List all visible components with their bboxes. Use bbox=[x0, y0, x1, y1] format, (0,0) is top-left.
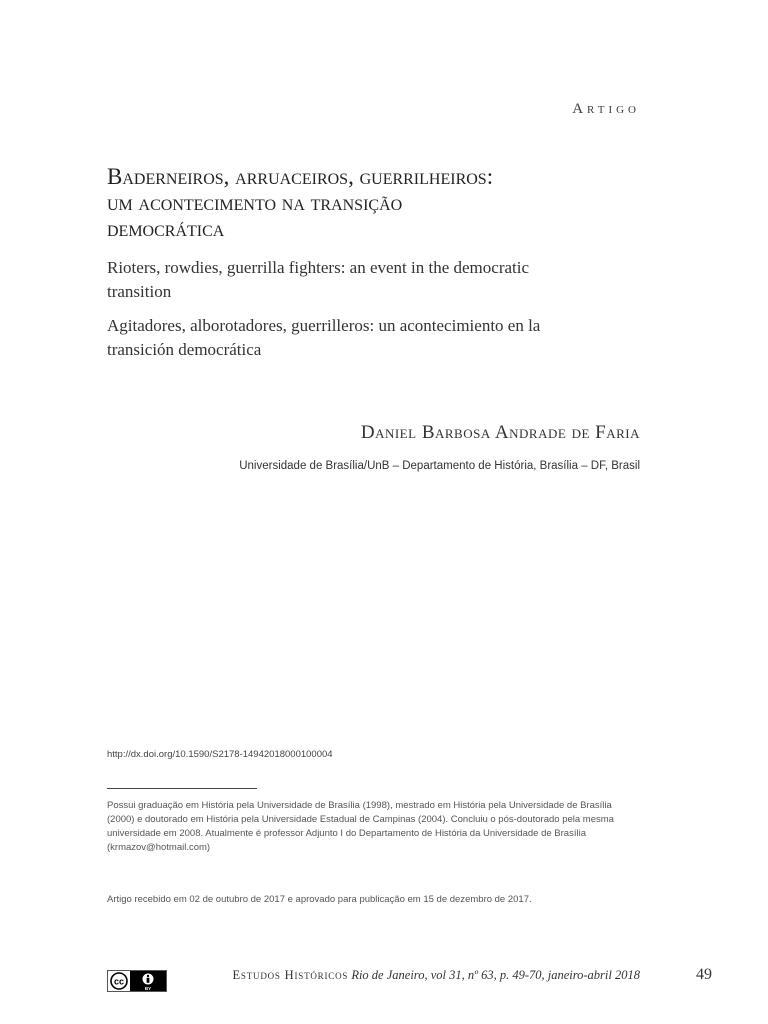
author-affiliation: Universidade de Brasília/UnB – Departamento de História, Brasília – DF, Brasil bbox=[239, 460, 640, 472]
received-note: Artigo recebido em 02 de outubro de 2017 e aprovado para publicação em 15 de dezembro de 2017. bbox=[107, 894, 532, 905]
article-title bbox=[107, 164, 667, 242]
cc-by-icon bbox=[108, 971, 166, 991]
subtitle-line: transición democrática bbox=[107, 340, 262, 359]
subtitle-line: transition bbox=[107, 282, 172, 301]
journal-footer bbox=[232, 968, 640, 983]
footnote-line: (krmazov@hotmail.com) bbox=[107, 842, 211, 853]
title-line: um acontecimento na transição bbox=[107, 190, 403, 215]
subtitle-english bbox=[107, 256, 647, 304]
footnote-line: universidade em 2008. Atualmente é professor Adjunto I do Departamento de História da Universidade de Brasília bbox=[107, 828, 586, 839]
footnote-divider bbox=[107, 788, 257, 789]
author-footnote bbox=[107, 799, 647, 855]
page-number: 49 bbox=[696, 966, 712, 983]
journal-name: Estudos Históricos bbox=[232, 968, 349, 982]
footnote-line: (2000) e doutorado em História pela Universidade Estadual de Campinas (2004). Concluiu o pós-doutorado pela mesma bbox=[107, 814, 614, 825]
journal-citation: Rio de Janeiro, vol 31, nº 63, p. 49-70, janeiro-abril 2018 bbox=[351, 968, 640, 982]
subtitle-line: Rioters, rowdies, guerrilla fighters: an event in the democratic bbox=[107, 258, 530, 277]
footnote-line: Possui graduação em História pela Universidade de Brasília (1998), mestrado em História pela Universidade de Brasília bbox=[107, 800, 612, 811]
title-line: Baderneiros, arruaceiros, guerrilheiros: bbox=[107, 164, 494, 189]
section-label: Artigo bbox=[572, 101, 640, 117]
subtitle-spanish bbox=[107, 314, 647, 362]
title-line: democrática bbox=[107, 216, 225, 241]
subtitle-line: Agitadores, alborotadores, guerrilleros: un acontecimiento en la bbox=[107, 316, 541, 335]
by-mark-text: BY bbox=[144, 986, 152, 991]
author-name: Daniel Barbosa Andrade de Faria bbox=[360, 422, 640, 443]
doi-link[interactable]: http://dx.doi.org/10.1590/S2178-14942018000100004 bbox=[107, 749, 333, 760]
cc-by-license-badge[interactable] bbox=[107, 970, 167, 992]
cc-mark-text: cc bbox=[113, 976, 125, 987]
